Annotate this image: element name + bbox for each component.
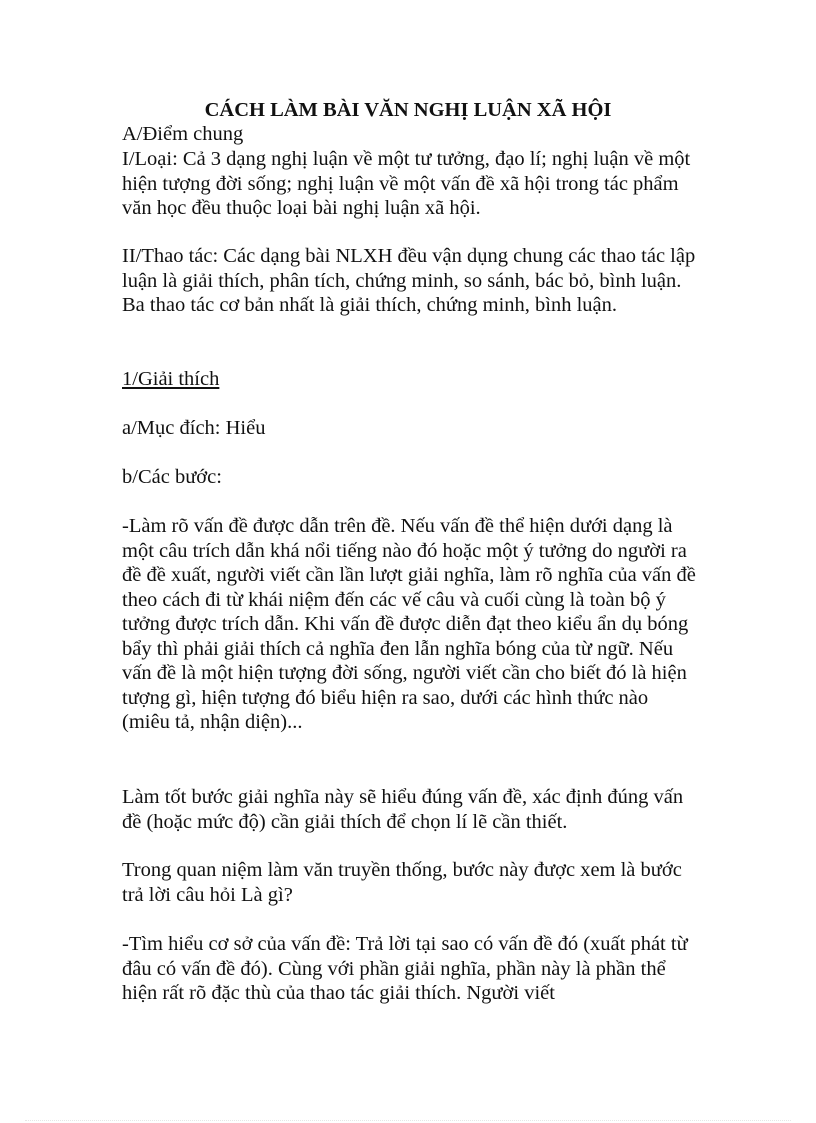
cac-buoc xyxy=(122,465,697,490)
paragraph-thao-tac-text: II/Thao tác: Các dạng bài NLXH đều vận dụng chung các thao tác lập luận là giải thích, phân tích, chứng minh, so sánh, bác bỏ, bình luận. Ba thao tác cơ bản nhất là giải thích, chứng minh, bình luận. xyxy=(122,245,696,316)
paragraph-tim-hieu xyxy=(122,932,697,1006)
paragraph-lam-tot xyxy=(122,785,697,834)
paragraph-trong-quan xyxy=(122,858,697,907)
paragraph-tim-hieu-text: -Tìm hiểu cơ sở của vấn đề: Trả lời tại sao có vấn đề đó (xuất phát từ đâu có vấn đề đó). Cùng với phần giải nghĩa, phần này là phần thể hiện rất rõ đặc thù của thao tác giải thích. Người viết xyxy=(122,933,688,1004)
muc-dich xyxy=(122,416,697,441)
paragraph-loai-text: I/Loại: Cả 3 dạng nghị luận về một tư tưởng, đạo lí; nghị luận về một hiện tượng đời sống; nghị luận về một vấn đề xã hội trong tác phẩm văn học đều thuộc loại bài nghị luận xã hội. xyxy=(122,148,691,219)
heading-giai-thich-text: 1/Giải thích xyxy=(122,368,220,390)
paragraph-lam-ro-text: -Làm rõ vấn đề được dẫn trên đề. Nếu vấn đề thể hiện dưới dạng là một câu trích dẫn khá nổi tiếng nào đó hoặc một ý tưởng do người ra đề đề xuất, người viết cần lần lượt giải nghĩa, làm rõ nghĩa của vấn đề theo cách đi từ khái niệm đến các vế câu và cuối cùng là toàn bộ ý tưởng được trích dẫn. Khi vấn đề được diễn đạt theo kiểu ẩn dụ bóng bẩy thì phải giải thích cả nghĩa đen lẫn nghĩa bóng của từ ngữ. Nếu vấn đề là một hiện tượng đời sống, người viết cần cho biết đó là hiện tượng gì, hiện tượng đó biểu hiện ra sao, dưới các hình thức nào (miêu tả, nhận diện)... xyxy=(122,515,696,733)
paragraph-lam-ro xyxy=(122,514,697,735)
section-a-label: A/Điểm chung xyxy=(122,123,244,145)
heading-giai-thich xyxy=(122,367,697,392)
section-heading-a xyxy=(122,122,697,147)
muc-dich-text: a/Mục đích: Hiểu xyxy=(122,417,266,439)
paragraph-thao-tac xyxy=(122,244,697,318)
document-title: CÁCH LÀM BÀI VĂN NGHỊ LUẬN XÃ HỘI xyxy=(204,99,612,121)
page-bottom-rule xyxy=(25,1120,791,1121)
paragraph-trong-quan-text: Trong quan niệm làm văn truyền thống, bước này được xem là bước trả lời câu hỏi Là gì? xyxy=(122,859,682,906)
paragraph-lam-tot-text: Làm tốt bước giải nghĩa này sẽ hiểu đúng vấn đề, xác định đúng vấn đề (hoặc mức độ) cần giải thích để chọn lí lẽ cần thiết. xyxy=(122,786,684,833)
cac-buoc-text: b/Các bước: xyxy=(122,466,222,488)
paragraph-loai xyxy=(122,147,697,221)
